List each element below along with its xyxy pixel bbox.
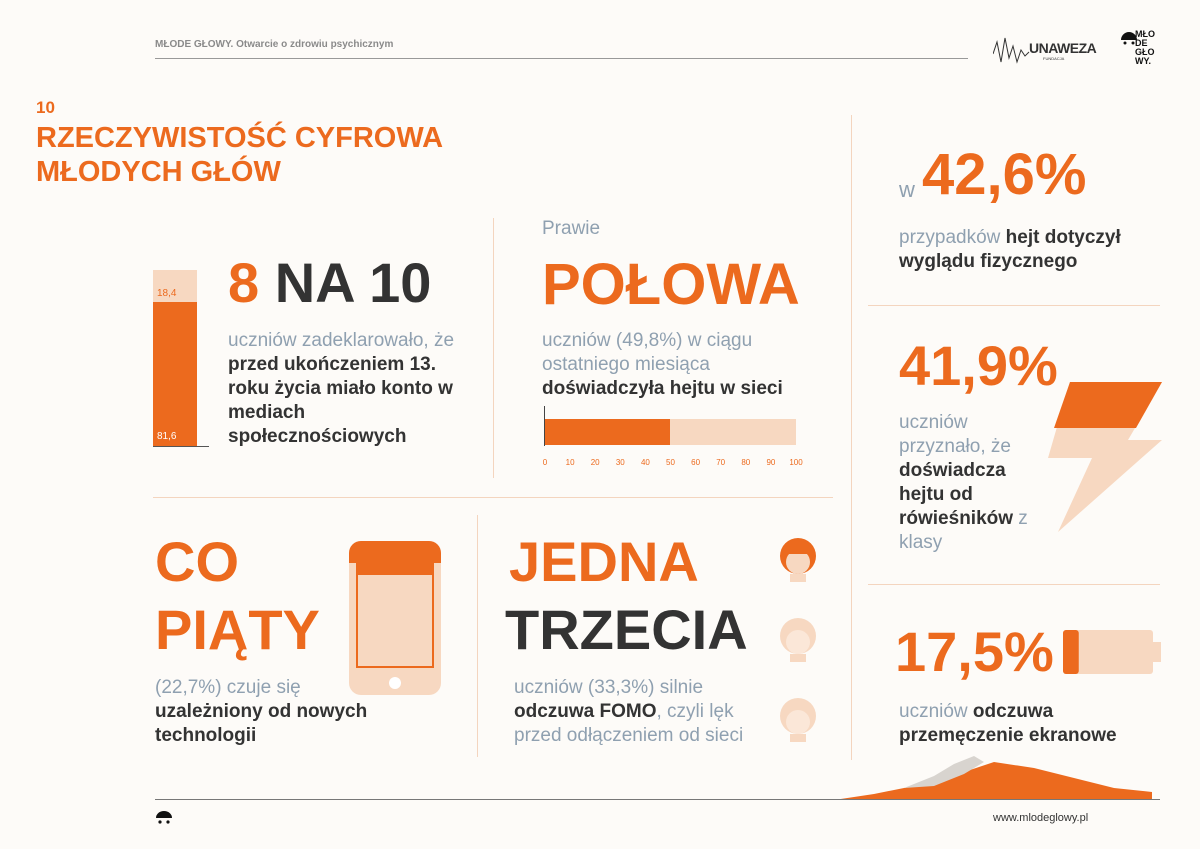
progress-bar-tick-label: 50 [666,458,675,467]
person-head-icon [778,616,818,664]
stat-prefix: Prawie [542,218,601,239]
stat-description-bold: doświadczyła hejtu w sieci [542,378,783,399]
stat-description-plain-2: , czyli lęk przed odłączeniem od sieci [514,701,744,746]
stat-description-bold: odczuwa przemęczenie ekranowe [899,701,1117,746]
stat-heading-co: CO [155,530,239,593]
stat-description-appearance [899,226,1169,274]
section-number: 10 [36,98,55,117]
progress-bar-tick-label: 100 [789,458,803,467]
stat-description-plain: uczniów [899,701,973,722]
progress-bar-tick-label: 90 [766,458,776,467]
divider-vertical-top [493,218,494,478]
divider-right-1 [868,305,1160,306]
divider-horizontal-middle [153,497,833,498]
smartphone-icon [349,541,441,695]
stat-heading-polowa: POŁOWA [542,252,800,317]
progress-bar-tick-label: 70 [716,458,726,467]
stat-description-plain: przypadków [899,227,1006,248]
person-head-icon-highlighted [778,536,818,584]
stat-description-screen-fatigue [899,700,1159,748]
progress-bar-fill [545,419,670,445]
battery-low-icon [1063,628,1161,676]
stat-description-plain: uczniów (49,8%) w ciągu ostatniego miesiąca [542,330,753,375]
battery-level-fill [1063,630,1079,674]
person-head-icon [778,696,818,744]
stat-heading-42-6: 42,6% [922,142,1087,207]
stat-description-social-media [228,329,468,449]
stat-description-bold: odczuwa FOMO [514,701,657,722]
stat-heading-jedna: JEDNA [509,530,699,593]
stat-heading-trzecia: TRZECIA [505,598,748,661]
footer-url[interactable]: www.mlodeglowy.pl [993,812,1089,824]
stat-description-plain: (22,7%) czuje się [155,677,301,698]
mlode-glowy-small-logo-icon [155,810,173,826]
stat-description-fomo [514,676,784,748]
divider-vertical-right [851,115,852,760]
mlode-glowy-logo-text: MŁO DE GŁO WY. [1135,29,1155,66]
progress-bar-axis [544,406,545,446]
stat-description-hate [542,329,822,401]
stat-description-plain-2: z klasy [899,508,1028,553]
stat-description-plain: uczniów zadeklarowało, że [228,330,455,351]
stat-heading-41-9: 41,9% [899,334,1058,397]
stacked-bar-baseline [153,446,209,447]
stat-description-bold: doświadcza hejtu od rówieśników [899,460,1014,529]
progress-bar-tick-label: 10 [565,458,575,467]
progress-bar-tick-label: 40 [640,458,650,467]
lightning-bolt-icon [1040,382,1162,532]
stat-description-peers [899,411,1049,555]
stat-heading-piaty: PIĄTY [155,598,320,661]
stat-description-bold: przed ukończeniem 13. roku życia miało konto w mediach społecznościowych [228,354,453,447]
header-divider [155,58,968,59]
stat-heading-17-5: 17,5% [895,620,1054,683]
stacked-bar-label-bottom: 81,6 [157,431,177,442]
stat-heading-rest: NA 10 [259,251,432,314]
stat-description-bold: hejt dotyczył wyglądu fizycznego [899,227,1121,272]
stacked-bar-label-top: 18,4 [157,288,177,299]
progress-bar-tick-label: 60 [691,458,701,467]
progress-bar-tick-label: 80 [741,458,751,467]
stat-heading-number: 8 [228,251,260,314]
stat-prefix-w: w [899,177,915,202]
unaweza-logo-text: UNAWEZA [1029,40,1097,56]
header-title: MŁODE GŁOWY. Otwarcie o zdrowiu psychicznym [155,39,394,50]
divider-vertical-bottom [477,515,478,757]
progress-bar-tick-label: 20 [590,458,600,467]
progress-bar-tick-label: 0 [542,458,548,467]
stat-description-bold: uzależniony od nowych technologii [155,701,368,746]
footer-divider [155,799,1160,800]
stat-description-plain: uczniów przyznało, że [899,412,1011,457]
progress-bar-tick-label: 30 [615,458,625,467]
section-title: RZECZYWISTOŚĆ CYFROWA MŁODYCH GŁÓW [36,122,442,188]
stat-description-plain: uczniów (33,3%) silnie [514,677,704,698]
stat-heading-8-na-10 [228,252,431,314]
divider-right-2 [868,584,1160,585]
unaweza-logo-subtext: FUNDACJA [1043,56,1065,61]
torn-paper-decoration [834,748,1152,800]
